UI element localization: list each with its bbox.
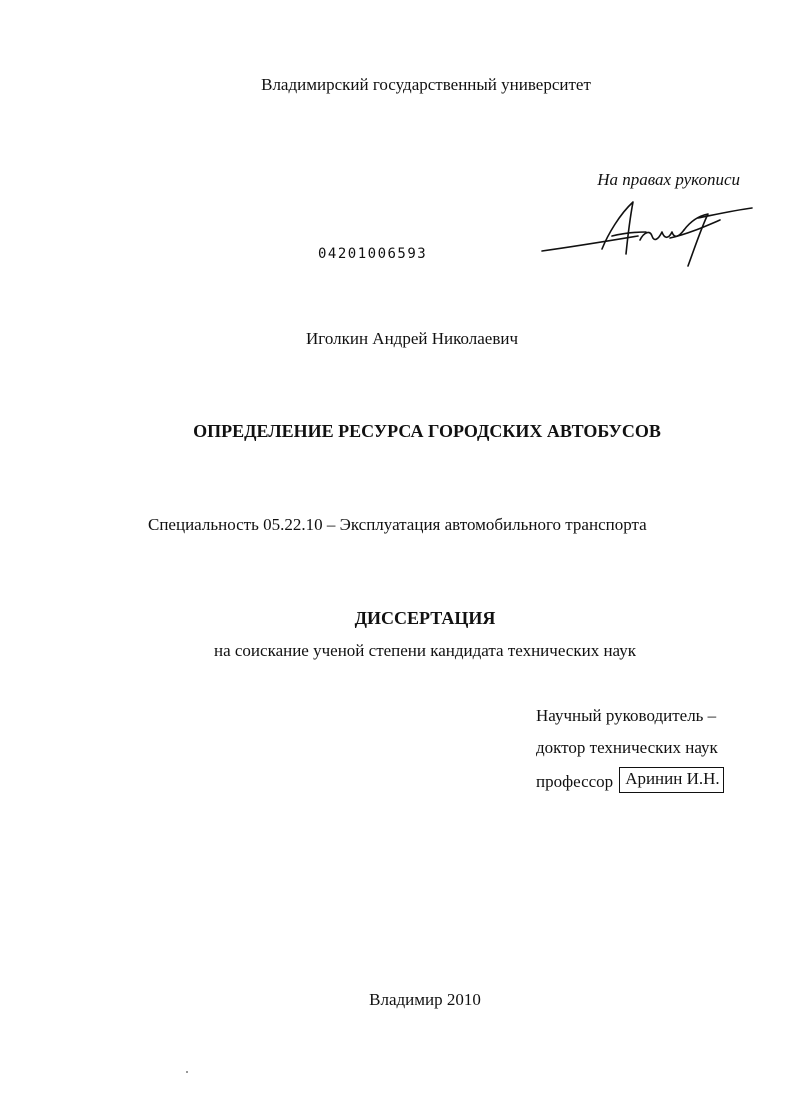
advisor-role: Научный руководитель –	[536, 706, 717, 725]
advisor-name-box: Аринин И.Н.	[619, 767, 723, 793]
degree-line: на соискание ученой степени кандидата технических наук	[213, 641, 636, 660]
document-type: ДИССЕРТАЦИЯ	[354, 608, 496, 628]
manuscript-note: На правах рукописи	[597, 170, 740, 189]
advisor-degree: доктор технических наук	[536, 738, 718, 757]
scan-speck	[186, 1071, 188, 1073]
university-name: Владимирский государственный университет	[261, 75, 591, 94]
dissertation-title: ОПРЕДЕЛЕНИЕ РЕСУРСА ГОРОДСКИХ АВТОБУСОВ	[193, 421, 661, 441]
specialty-line: Специальность 05.22.10 – Эксплуатация автомобильного транспорта	[148, 515, 647, 534]
advisor-rank-line	[536, 770, 724, 796]
document-code: 04201006593	[318, 246, 428, 262]
city-year: Владимир 2010	[369, 990, 481, 1009]
author-signature	[538, 196, 758, 272]
advisor-rank: профессор	[536, 772, 614, 791]
author-name: Иголкин Андрей Николаевич	[306, 329, 519, 348]
